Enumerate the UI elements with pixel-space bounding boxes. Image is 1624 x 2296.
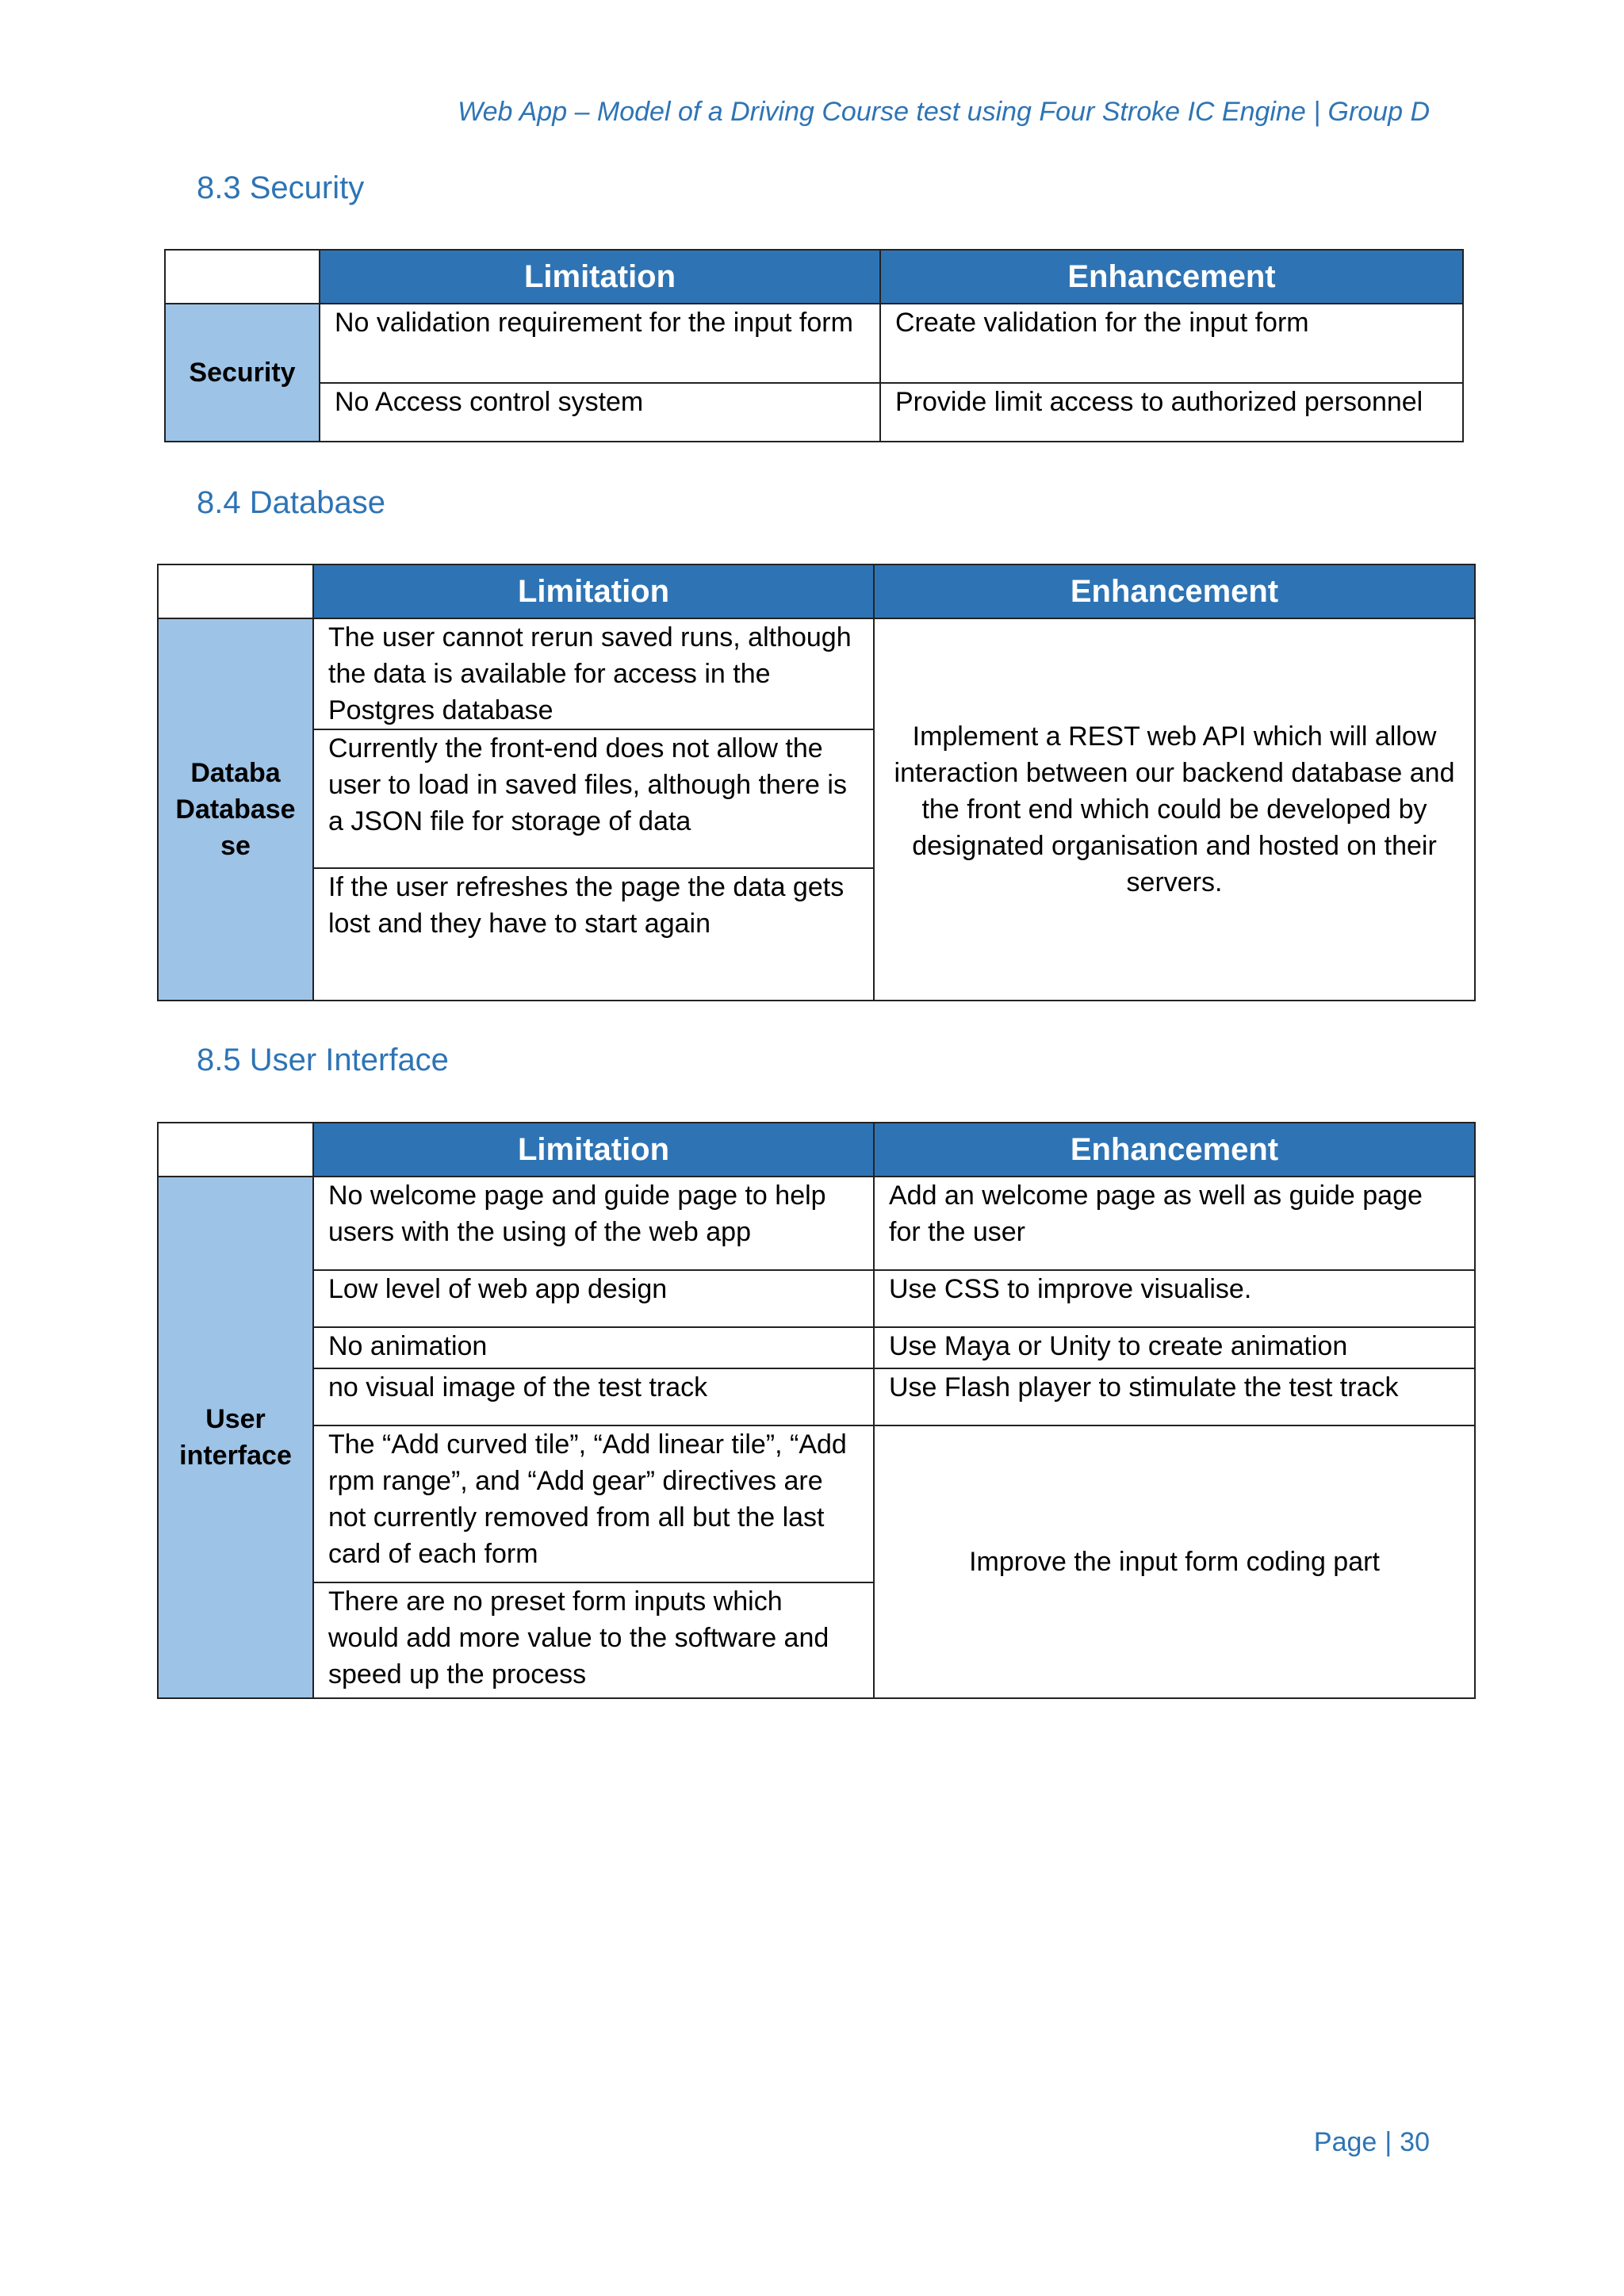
page-number: 30: [1400, 2127, 1430, 2157]
limitation-column-header: Limitation: [313, 1123, 874, 1177]
section-heading-user-interface: 8.5 User Interface: [197, 1043, 449, 1077]
limitation-cell: Currently the front-end does not allow the user to load in saved files, although there is a JSON file for storage of data: [313, 729, 874, 868]
limitation-cell: Low level of web app design: [313, 1270, 874, 1327]
limitation-cell: The “Add curved tile”, “Add linear tile”, “Add rpm range”, and “Add gear” directives are not currently removed from all but the last card of each form: [313, 1425, 874, 1582]
table-corner-cell: [165, 250, 320, 304]
row-label-database: [158, 618, 313, 1001]
limitation-cell: No validation requirement for the input form: [320, 304, 880, 383]
security-table: [164, 249, 1464, 442]
row-label-line: Databa: [190, 758, 281, 788]
table-corner-cell: [158, 564, 313, 618]
limitation-cell: No animation: [313, 1327, 874, 1368]
enhancement-cell: Provide limit access to authorized personnel: [880, 383, 1463, 442]
row-label-security: Security: [165, 304, 320, 442]
user-interface-table: [157, 1122, 1476, 1699]
enhancement-cell: Use Maya or Unity to create animation: [874, 1327, 1475, 1368]
row-label-user-interface: User interface: [158, 1177, 313, 1698]
limitation-cell: The user cannot rerun saved runs, although the data is available for access in the Postgres database: [313, 618, 874, 729]
limitation-cell: No welcome page and guide page to help users with the using of the web app: [313, 1177, 874, 1270]
database-table: [157, 564, 1476, 1001]
limitation-cell: No Access control system: [320, 383, 880, 442]
enhancement-cell: Add an welcome page as well as guide page for the user: [874, 1177, 1475, 1270]
enhancement-cell: Implement a REST web API which will allow interaction between our backend database and the front end which could be developed by designated organisation and hosted on their servers.: [874, 618, 1475, 1001]
page-separator: |: [1385, 2127, 1392, 2157]
limitation-column-header: Limitation: [313, 564, 874, 618]
enhancement-cell: Use Flash player to stimulate the test track: [874, 1368, 1475, 1425]
limitation-column-header: Limitation: [320, 250, 880, 304]
page-label: Page: [1313, 2127, 1377, 2157]
limitation-cell: There are no preset form inputs which would add more value to the software and speed up the process: [313, 1582, 874, 1698]
table-corner-cell: [158, 1123, 313, 1177]
section-heading-security: 8.3 Security: [197, 170, 365, 205]
enhancement-column-header: Enhancement: [880, 250, 1463, 304]
enhancement-cell: Create validation for the input form: [880, 304, 1463, 383]
row-label-line: Database: [175, 794, 296, 825]
running-header: Web App – Model of a Driving Course test using Four Stroke IC Engine | Group D: [458, 97, 1430, 127]
limitation-cell: If the user refreshes the page the data gets lost and they have to start again: [313, 868, 874, 1001]
row-label-line: se: [220, 831, 251, 861]
limitation-cell: no visual image of the test track: [313, 1368, 874, 1425]
page-number-footer: [1314, 2127, 1430, 2158]
enhancement-cell: Use CSS to improve visualise.: [874, 1270, 1475, 1327]
enhancement-column-header: Enhancement: [874, 564, 1475, 618]
enhancement-cell: Improve the input form coding part: [874, 1425, 1475, 1698]
enhancement-column-header: Enhancement: [874, 1123, 1475, 1177]
section-heading-database: 8.4 Database: [197, 485, 385, 520]
